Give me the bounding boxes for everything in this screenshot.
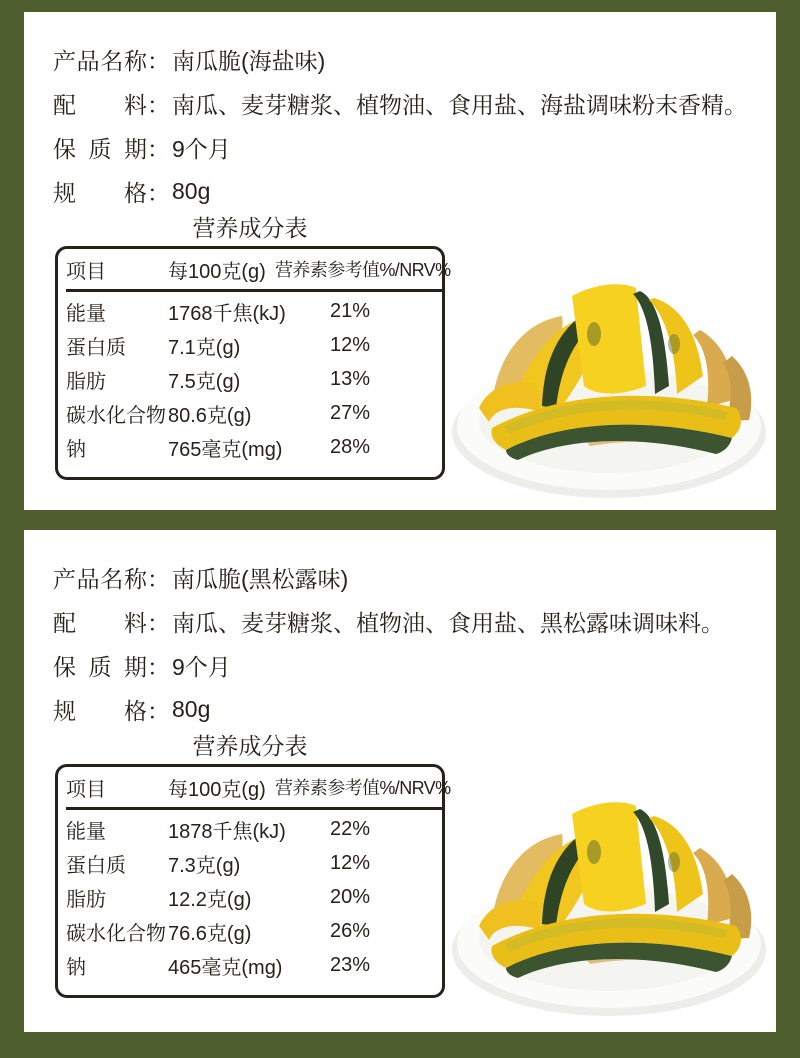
row-per100g: 465毫克(mg) — [168, 956, 283, 979]
row-per100g: 7.1克(g) — [168, 336, 241, 359]
ingredients-label: 配料 — [53, 609, 147, 636]
row-nrv: 20% — [330, 885, 371, 908]
colon: ： — [147, 609, 170, 636]
row-per100g: 80.6克(g) — [168, 404, 252, 427]
product-name-label: 产品名称 — [53, 565, 147, 592]
row-item: 钠 — [66, 956, 86, 979]
table-row-fat — [66, 880, 442, 914]
row-item: 脂肪 — [66, 370, 106, 393]
table-row-carbohydrate — [66, 396, 442, 430]
table-row-protein — [66, 328, 442, 362]
row-per100g: 76.6克(g) — [168, 922, 252, 945]
ingredients-label: 配料 — [53, 91, 147, 118]
product-name-label: 产品名称 — [53, 47, 147, 74]
row-item: 能量 — [66, 302, 106, 325]
product-name-value: 南瓜脆(黑松露味) — [172, 565, 349, 592]
nutrition-table-title: 营养成分表 — [192, 733, 308, 759]
row-item: 蛋白质 — [66, 336, 126, 359]
table-row-carbohydrate — [66, 914, 442, 948]
row-nrv: 13% — [330, 367, 371, 390]
row-nrv: 21% — [330, 299, 371, 322]
row-item: 钠 — [66, 438, 86, 461]
product-name-line — [53, 555, 768, 599]
row-nrv: 26% — [330, 919, 371, 942]
row-item: 碳水化合物 — [66, 922, 166, 945]
spec-line — [53, 169, 768, 213]
table-row-sodium — [66, 948, 442, 982]
nutrition-table-title: 营养成分表 — [192, 215, 308, 241]
row-nrv: 22% — [330, 817, 371, 840]
colon: ： — [147, 653, 170, 680]
colon: ： — [147, 565, 170, 592]
product-info-block — [53, 37, 768, 213]
spec-line — [53, 687, 768, 731]
spec-label: 规格 — [53, 697, 147, 724]
product-card-sea-salt — [24, 12, 776, 510]
ingredients-value: 南瓜、麦芽糖浆、植物油、食用盐、海盐调味粉末香精。 — [172, 91, 747, 118]
row-per100g: 765毫克(mg) — [168, 438, 283, 461]
row-nrv: 27% — [330, 401, 371, 424]
spec-value: 80g — [172, 177, 211, 204]
pumpkin-chips-image — [444, 234, 776, 506]
row-nrv: 28% — [330, 435, 371, 458]
shelf-life-value: 9个月 — [172, 135, 231, 162]
header-nrv: 营养素参考值%/NRV% — [275, 260, 451, 280]
ingredients-value: 南瓜、麦芽糖浆、植物油、食用盐、黑松露味调味料。 — [172, 609, 724, 636]
product-name-line — [53, 37, 768, 81]
colon: ： — [147, 179, 170, 206]
nutrition-table-body — [66, 292, 442, 464]
row-nrv: 12% — [330, 851, 371, 874]
pumpkin-chips-image — [444, 752, 776, 1024]
colon: ： — [147, 91, 170, 118]
ingredients-line — [53, 81, 768, 125]
row-per100g: 7.5克(g) — [168, 370, 241, 393]
product-card-black-truffle — [24, 530, 776, 1032]
table-row-protein — [66, 846, 442, 880]
row-per100g: 1768千焦(kJ) — [168, 302, 286, 325]
nutrition-table-header — [66, 249, 451, 292]
row-item: 蛋白质 — [66, 854, 126, 877]
table-row-fat — [66, 362, 442, 396]
table-row-sodium — [66, 430, 442, 464]
row-item: 脂肪 — [66, 888, 106, 911]
header-item: 项目 — [66, 260, 106, 283]
shelf-life-label: 保质期 — [53, 653, 147, 680]
shelf-life-value: 9个月 — [172, 653, 231, 680]
header-nrv: 营养素参考值%/NRV% — [275, 778, 451, 798]
row-item: 碳水化合物 — [66, 404, 166, 427]
row-item: 能量 — [66, 820, 106, 843]
product-info-block — [53, 555, 768, 731]
header-per100g: 每100克(g) — [168, 778, 266, 801]
nutrition-table — [55, 764, 451, 998]
row-per100g: 7.3克(g) — [168, 854, 241, 877]
shelf-life-label: 保质期 — [53, 135, 147, 162]
nutrition-table-body — [66, 810, 442, 982]
colon: ： — [147, 47, 170, 74]
nutrition-table-header — [66, 767, 451, 810]
shelf-life-line — [53, 125, 768, 169]
nutrition-table — [55, 246, 451, 480]
header-per100g: 每100克(g) — [168, 260, 266, 283]
row-nrv: 23% — [330, 953, 371, 976]
spec-label: 规格 — [53, 179, 147, 206]
product-name-value: 南瓜脆(海盐味) — [172, 47, 326, 74]
table-row-energy — [66, 294, 442, 328]
row-per100g: 12.2克(g) — [168, 888, 252, 911]
row-per100g: 1878千焦(kJ) — [168, 820, 286, 843]
spec-value: 80g — [172, 695, 211, 722]
shelf-life-line — [53, 643, 768, 687]
table-row-energy — [66, 812, 442, 846]
colon: ： — [147, 697, 170, 724]
header-item: 项目 — [66, 778, 106, 801]
row-nrv: 12% — [330, 333, 371, 356]
colon: ： — [147, 135, 170, 162]
ingredients-line — [53, 599, 768, 643]
